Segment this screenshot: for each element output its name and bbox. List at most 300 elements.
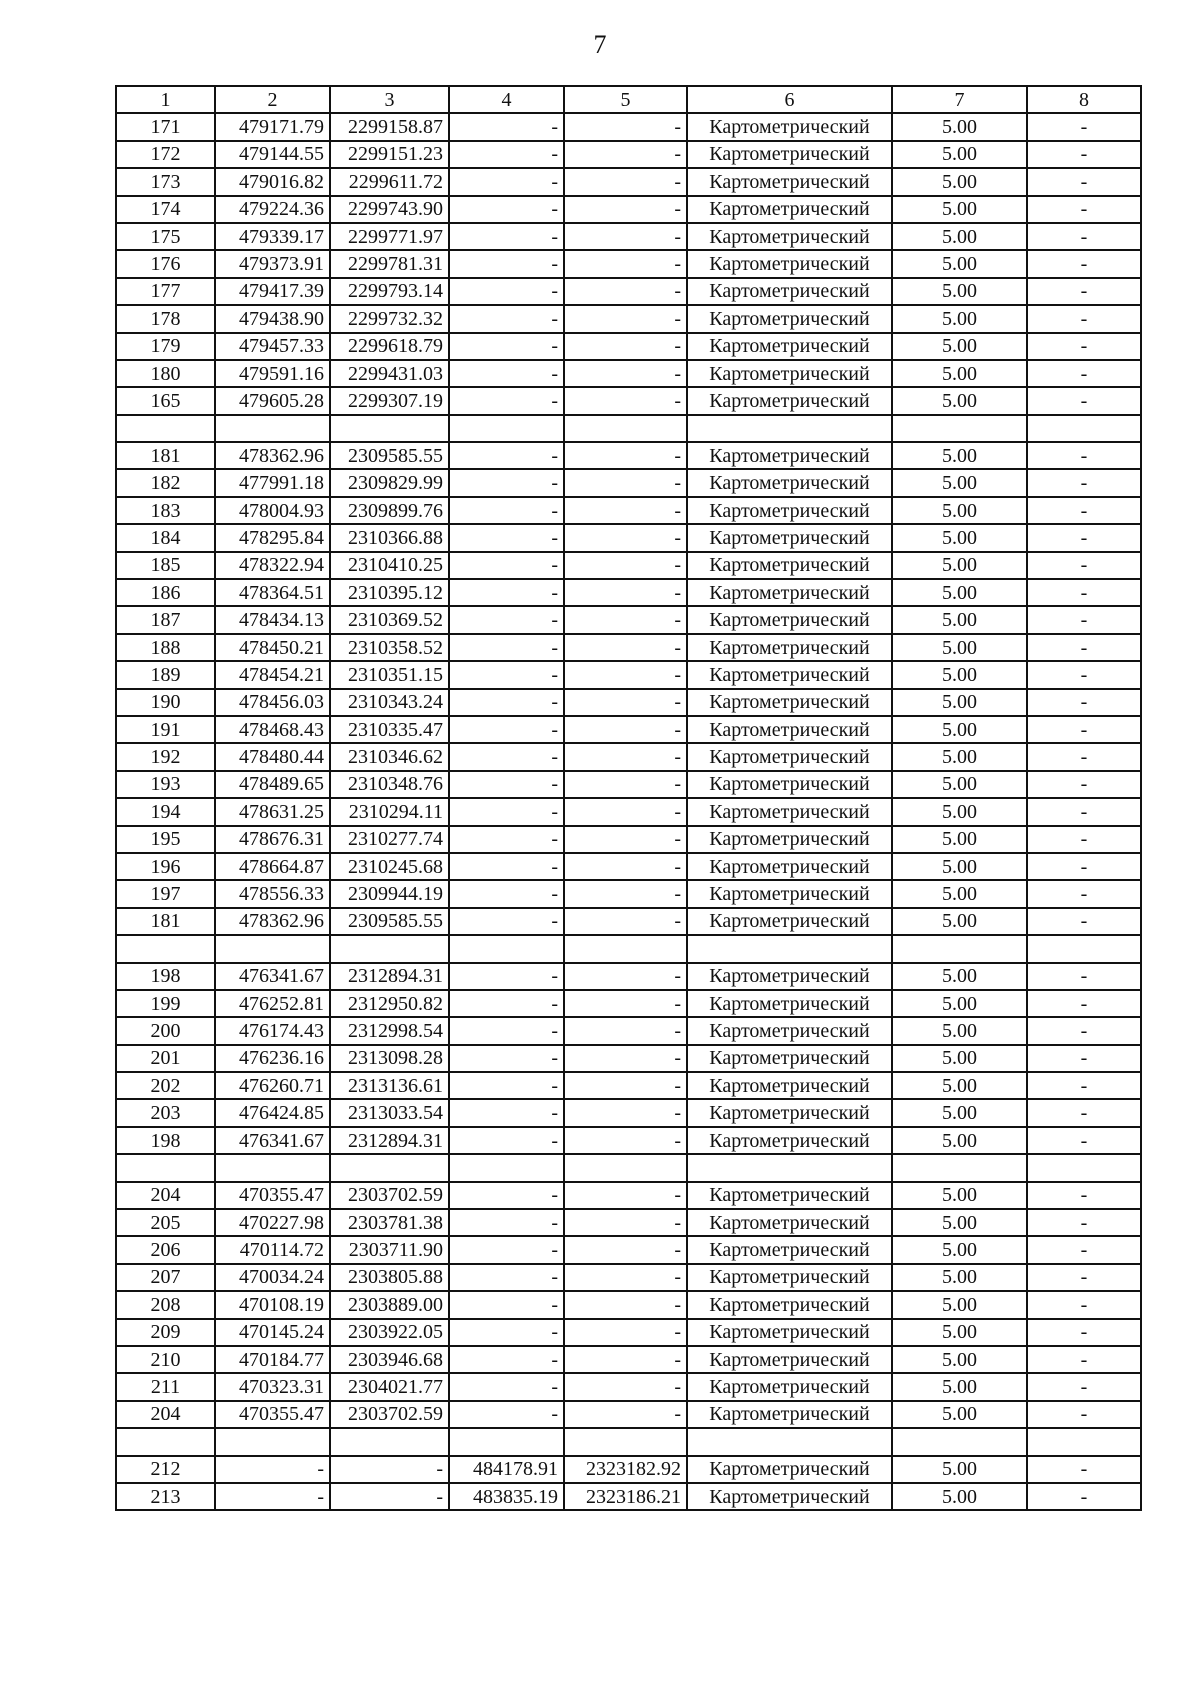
y-new-cell	[564, 1154, 687, 1181]
x-coordinate-cell: 479417.39	[215, 278, 330, 305]
x-new-cell: -	[449, 1127, 564, 1154]
accuracy-cell: 5.00	[892, 689, 1027, 716]
description-cell: -	[1027, 689, 1141, 716]
x-coordinate-cell: 479016.82	[215, 168, 330, 195]
point-number-cell: 209	[116, 1319, 215, 1346]
table-row	[116, 743, 1141, 770]
x-coordinate-cell: 478480.44	[215, 743, 330, 770]
x-coordinate-cell: 478295.84	[215, 524, 330, 551]
y-coordinate-cell	[330, 1154, 449, 1181]
point-number-cell: 171	[116, 113, 215, 140]
description-cell: -	[1027, 305, 1141, 332]
y-coordinate-cell: 2310245.68	[330, 853, 449, 880]
coordinates-table	[115, 85, 1142, 1511]
x-new-cell: -	[449, 524, 564, 551]
description-cell: -	[1027, 853, 1141, 880]
y-coordinate-cell: 2310346.62	[330, 743, 449, 770]
description-cell: -	[1027, 1127, 1141, 1154]
y-coordinate-cell: 2312894.31	[330, 963, 449, 990]
x-coordinate-cell	[215, 935, 330, 962]
description-cell: -	[1027, 990, 1141, 1017]
method-cell: Картометрический	[687, 387, 892, 414]
method-cell: Картометрический	[687, 305, 892, 332]
accuracy-cell: 5.00	[892, 497, 1027, 524]
method-cell: Картометрический	[687, 552, 892, 579]
y-coordinate-cell: 2310294.11	[330, 798, 449, 825]
description-cell: -	[1027, 141, 1141, 168]
method-cell: Картометрический	[687, 1099, 892, 1126]
point-number-cell: 198	[116, 963, 215, 990]
description-cell	[1027, 1428, 1141, 1455]
table-row	[116, 935, 1141, 962]
description-cell: -	[1027, 469, 1141, 496]
column-header: 8	[1027, 86, 1141, 113]
y-new-cell: -	[564, 1045, 687, 1072]
x-coordinate-cell: 470227.98	[215, 1209, 330, 1236]
accuracy-cell: 5.00	[892, 1017, 1027, 1044]
table-row	[116, 661, 1141, 688]
point-number-cell: 175	[116, 223, 215, 250]
table-row	[116, 1209, 1141, 1236]
method-cell: Картометрический	[687, 1209, 892, 1236]
point-number-cell	[116, 415, 215, 442]
description-cell: -	[1027, 1264, 1141, 1291]
y-coordinate-cell: 2310410.25	[330, 552, 449, 579]
table-row	[116, 880, 1141, 907]
x-new-cell: -	[449, 771, 564, 798]
y-new-cell: -	[564, 1373, 687, 1400]
y-new-cell	[564, 1428, 687, 1455]
x-coordinate-cell: 479171.79	[215, 113, 330, 140]
description-cell: -	[1027, 442, 1141, 469]
y-coordinate-cell: 2309944.19	[330, 880, 449, 907]
y-new-cell: -	[564, 333, 687, 360]
point-number-cell: 210	[116, 1346, 215, 1373]
method-cell: Картометрический	[687, 497, 892, 524]
y-new-cell: -	[564, 853, 687, 880]
y-coordinate-cell: 2303946.68	[330, 1346, 449, 1373]
table-row	[116, 387, 1141, 414]
x-coordinate-cell: 470355.47	[215, 1182, 330, 1209]
x-new-cell: -	[449, 990, 564, 1017]
y-new-cell: -	[564, 606, 687, 633]
y-new-cell: -	[564, 990, 687, 1017]
point-number-cell: 186	[116, 579, 215, 606]
y-coordinate-cell: 2304021.77	[330, 1373, 449, 1400]
x-new-cell: -	[449, 1182, 564, 1209]
table-row	[116, 1072, 1141, 1099]
point-number-cell: 190	[116, 689, 215, 716]
x-coordinate-cell: 478454.21	[215, 661, 330, 688]
table-row	[116, 1456, 1141, 1483]
accuracy-cell: 5.00	[892, 469, 1027, 496]
y-coordinate-cell: 2299732.32	[330, 305, 449, 332]
x-new-cell: -	[449, 963, 564, 990]
table-row	[116, 853, 1141, 880]
point-number-cell: 200	[116, 1017, 215, 1044]
x-coordinate-cell: -	[215, 1483, 330, 1510]
y-coordinate-cell: 2303781.38	[330, 1209, 449, 1236]
y-coordinate-cell: 2299781.31	[330, 250, 449, 277]
method-cell: Картометрический	[687, 1483, 892, 1510]
description-cell: -	[1027, 113, 1141, 140]
table-row	[116, 1373, 1141, 1400]
y-new-cell: -	[564, 661, 687, 688]
description-cell: -	[1027, 1017, 1141, 1044]
y-new-cell: -	[564, 634, 687, 661]
x-new-cell: -	[449, 333, 564, 360]
x-coordinate-cell: 476341.67	[215, 963, 330, 990]
description-cell: -	[1027, 716, 1141, 743]
accuracy-cell: 5.00	[892, 1127, 1027, 1154]
y-coordinate-cell: 2299151.23	[330, 141, 449, 168]
table-row	[116, 716, 1141, 743]
column-header: 6	[687, 86, 892, 113]
table-row	[116, 606, 1141, 633]
accuracy-cell: 5.00	[892, 1346, 1027, 1373]
y-coordinate-cell: 2303702.59	[330, 1182, 449, 1209]
x-new-cell: -	[449, 1045, 564, 1072]
accuracy-cell: 5.00	[892, 634, 1027, 661]
point-number-cell: 193	[116, 771, 215, 798]
accuracy-cell: 5.00	[892, 387, 1027, 414]
method-cell: Картометрический	[687, 113, 892, 140]
point-number-cell: 189	[116, 661, 215, 688]
y-coordinate-cell: 2309829.99	[330, 469, 449, 496]
x-new-cell: -	[449, 606, 564, 633]
y-coordinate-cell: 2303711.90	[330, 1236, 449, 1263]
y-coordinate-cell: 2299771.97	[330, 223, 449, 250]
accuracy-cell: 5.00	[892, 743, 1027, 770]
method-cell: Картометрический	[687, 1401, 892, 1428]
accuracy-cell: 5.00	[892, 113, 1027, 140]
description-cell: -	[1027, 1319, 1141, 1346]
table-row	[116, 1127, 1141, 1154]
table-row	[116, 141, 1141, 168]
description-cell: -	[1027, 743, 1141, 770]
table-row	[116, 771, 1141, 798]
column-header: 1	[116, 86, 215, 113]
accuracy-cell: 5.00	[892, 1236, 1027, 1263]
y-new-cell: -	[564, 963, 687, 990]
x-new-cell: -	[449, 798, 564, 825]
point-number-cell: 203	[116, 1099, 215, 1126]
x-coordinate-cell: 478322.94	[215, 552, 330, 579]
y-coordinate-cell: 2299307.19	[330, 387, 449, 414]
y-new-cell: -	[564, 1182, 687, 1209]
accuracy-cell	[892, 1428, 1027, 1455]
x-new-cell: -	[449, 743, 564, 770]
x-new-cell: -	[449, 141, 564, 168]
table-row	[116, 1291, 1141, 1318]
y-coordinate-cell	[330, 935, 449, 962]
y-coordinate-cell	[330, 415, 449, 442]
description-cell: -	[1027, 333, 1141, 360]
table-row	[116, 1264, 1141, 1291]
description-cell: -	[1027, 1456, 1141, 1483]
method-cell: Картометрический	[687, 442, 892, 469]
y-coordinate-cell: 2310395.12	[330, 579, 449, 606]
table-row	[116, 469, 1141, 496]
x-new-cell: -	[449, 579, 564, 606]
x-new-cell: -	[449, 826, 564, 853]
accuracy-cell: 5.00	[892, 1291, 1027, 1318]
x-new-cell: -	[449, 360, 564, 387]
x-new-cell: -	[449, 223, 564, 250]
y-new-cell: -	[564, 360, 687, 387]
x-new-cell: -	[449, 1401, 564, 1428]
table-row	[116, 1182, 1141, 1209]
table-row	[116, 1236, 1141, 1263]
description-cell: -	[1027, 634, 1141, 661]
y-new-cell: -	[564, 278, 687, 305]
table-row	[116, 497, 1141, 524]
x-new-cell: -	[449, 689, 564, 716]
table-row	[116, 250, 1141, 277]
description-cell: -	[1027, 524, 1141, 551]
method-cell: Картометрический	[687, 716, 892, 743]
point-number-cell: 182	[116, 469, 215, 496]
y-new-cell: -	[564, 250, 687, 277]
table-row	[116, 990, 1141, 1017]
y-new-cell: -	[564, 1319, 687, 1346]
x-coordinate-cell: 478434.13	[215, 606, 330, 633]
accuracy-cell: 5.00	[892, 661, 1027, 688]
method-cell	[687, 1428, 892, 1455]
description-cell: -	[1027, 278, 1141, 305]
accuracy-cell: 5.00	[892, 1182, 1027, 1209]
y-coordinate-cell	[330, 1428, 449, 1455]
accuracy-cell: 5.00	[892, 1456, 1027, 1483]
x-coordinate-cell: 478450.21	[215, 634, 330, 661]
y-coordinate-cell: 2309899.76	[330, 497, 449, 524]
column-header: 7	[892, 86, 1027, 113]
x-coordinate-cell: 470184.77	[215, 1346, 330, 1373]
method-cell: Картометрический	[687, 880, 892, 907]
y-coordinate-cell: 2309585.55	[330, 442, 449, 469]
point-number-cell: 198	[116, 1127, 215, 1154]
x-new-cell: -	[449, 880, 564, 907]
table-row	[116, 360, 1141, 387]
method-cell: Картометрический	[687, 1072, 892, 1099]
table-row	[116, 278, 1141, 305]
point-number-cell: 208	[116, 1291, 215, 1318]
method-cell: Картометрический	[687, 606, 892, 633]
y-coordinate-cell: 2313033.54	[330, 1099, 449, 1126]
method-cell: Картометрический	[687, 634, 892, 661]
table-row	[116, 305, 1141, 332]
column-header: 3	[330, 86, 449, 113]
x-coordinate-cell: 479373.91	[215, 250, 330, 277]
accuracy-cell: 5.00	[892, 278, 1027, 305]
description-cell: -	[1027, 963, 1141, 990]
point-number-cell: 194	[116, 798, 215, 825]
description-cell: -	[1027, 908, 1141, 935]
x-coordinate-cell: 478631.25	[215, 798, 330, 825]
x-new-cell	[449, 1428, 564, 1455]
y-coordinate-cell: 2313098.28	[330, 1045, 449, 1072]
accuracy-cell: 5.00	[892, 606, 1027, 633]
y-coordinate-cell: 2299743.90	[330, 196, 449, 223]
x-new-cell: -	[449, 196, 564, 223]
x-new-cell: -	[449, 853, 564, 880]
y-new-cell: -	[564, 1127, 687, 1154]
x-new-cell: -	[449, 1346, 564, 1373]
y-coordinate-cell: 2312950.82	[330, 990, 449, 1017]
point-number-cell: 181	[116, 908, 215, 935]
method-cell: Картометрический	[687, 689, 892, 716]
description-cell: -	[1027, 1182, 1141, 1209]
table-row	[116, 1401, 1141, 1428]
point-number-cell: 204	[116, 1401, 215, 1428]
accuracy-cell: 5.00	[892, 524, 1027, 551]
y-new-cell: -	[564, 1236, 687, 1263]
x-new-cell	[449, 935, 564, 962]
point-number-cell: 179	[116, 333, 215, 360]
y-new-cell: -	[564, 579, 687, 606]
y-coordinate-cell: 2310348.76	[330, 771, 449, 798]
table-row	[116, 689, 1141, 716]
x-new-cell: -	[449, 278, 564, 305]
accuracy-cell: 5.00	[892, 141, 1027, 168]
accuracy-cell	[892, 415, 1027, 442]
description-cell: -	[1027, 579, 1141, 606]
method-cell: Картометрический	[687, 1045, 892, 1072]
description-cell: -	[1027, 168, 1141, 195]
y-new-cell: -	[564, 908, 687, 935]
accuracy-cell: 5.00	[892, 579, 1027, 606]
y-new-cell: -	[564, 168, 687, 195]
accuracy-cell: 5.00	[892, 1373, 1027, 1400]
point-number-cell: 191	[116, 716, 215, 743]
y-new-cell: 2323182.92	[564, 1456, 687, 1483]
point-number-cell: 199	[116, 990, 215, 1017]
table-body	[116, 113, 1141, 1510]
x-new-cell: 483835.19	[449, 1483, 564, 1510]
accuracy-cell: 5.00	[892, 1401, 1027, 1428]
point-number-cell: 202	[116, 1072, 215, 1099]
y-new-cell: -	[564, 1264, 687, 1291]
x-coordinate-cell: 478004.93	[215, 497, 330, 524]
table-row	[116, 223, 1141, 250]
method-cell: Картометрический	[687, 798, 892, 825]
description-cell: -	[1027, 387, 1141, 414]
accuracy-cell: 5.00	[892, 333, 1027, 360]
x-coordinate-cell: 479339.17	[215, 223, 330, 250]
description-cell: -	[1027, 880, 1141, 907]
point-number-cell: 207	[116, 1264, 215, 1291]
y-new-cell: -	[564, 826, 687, 853]
y-coordinate-cell: 2312998.54	[330, 1017, 449, 1044]
x-coordinate-cell: 477991.18	[215, 469, 330, 496]
x-coordinate-cell: 479457.33	[215, 333, 330, 360]
y-new-cell	[564, 415, 687, 442]
y-new-cell: -	[564, 141, 687, 168]
y-coordinate-cell: 2303922.05	[330, 1319, 449, 1346]
table-row	[116, 579, 1141, 606]
x-new-cell: -	[449, 1017, 564, 1044]
table-row	[116, 1428, 1141, 1455]
table-row	[116, 1017, 1141, 1044]
y-coordinate-cell: 2303805.88	[330, 1264, 449, 1291]
x-new-cell: -	[449, 908, 564, 935]
point-number-cell: 180	[116, 360, 215, 387]
accuracy-cell: 5.00	[892, 798, 1027, 825]
method-cell	[687, 935, 892, 962]
description-cell: -	[1027, 1401, 1141, 1428]
y-new-cell	[564, 935, 687, 962]
point-number-cell: 178	[116, 305, 215, 332]
table-row	[116, 113, 1141, 140]
y-new-cell: -	[564, 469, 687, 496]
method-cell: Картометрический	[687, 1319, 892, 1346]
y-new-cell: -	[564, 497, 687, 524]
method-cell: Картометрический	[687, 524, 892, 551]
method-cell: Картометрический	[687, 1456, 892, 1483]
method-cell: Картометрический	[687, 1346, 892, 1373]
y-coordinate-cell: 2310369.52	[330, 606, 449, 633]
y-new-cell: -	[564, 552, 687, 579]
point-number-cell: 201	[116, 1045, 215, 1072]
accuracy-cell: 5.00	[892, 853, 1027, 880]
point-number-cell: 172	[116, 141, 215, 168]
x-coordinate-cell: 479591.16	[215, 360, 330, 387]
description-cell: -	[1027, 661, 1141, 688]
description-cell: -	[1027, 250, 1141, 277]
method-cell: Картометрический	[687, 196, 892, 223]
description-cell: -	[1027, 552, 1141, 579]
description-cell: -	[1027, 1236, 1141, 1263]
x-coordinate-cell: 470034.24	[215, 1264, 330, 1291]
y-coordinate-cell: 2299793.14	[330, 278, 449, 305]
y-coordinate-cell: 2299611.72	[330, 168, 449, 195]
table-row	[116, 333, 1141, 360]
method-cell: Картометрический	[687, 360, 892, 387]
y-coordinate-cell: 2309585.55	[330, 908, 449, 935]
description-cell: -	[1027, 1373, 1141, 1400]
description-cell: -	[1027, 1291, 1141, 1318]
y-new-cell: -	[564, 689, 687, 716]
point-number-cell: 205	[116, 1209, 215, 1236]
x-coordinate-cell: 476260.71	[215, 1072, 330, 1099]
table-row	[116, 524, 1141, 551]
y-new-cell: -	[564, 113, 687, 140]
x-new-cell: -	[449, 1209, 564, 1236]
y-new-cell: -	[564, 387, 687, 414]
x-new-cell: -	[449, 1291, 564, 1318]
method-cell: Картометрический	[687, 278, 892, 305]
y-new-cell: -	[564, 1291, 687, 1318]
y-new-cell: -	[564, 1099, 687, 1126]
description-cell: -	[1027, 1483, 1141, 1510]
table-row	[116, 1099, 1141, 1126]
table-row	[116, 1346, 1141, 1373]
accuracy-cell: 5.00	[892, 360, 1027, 387]
method-cell: Картометрический	[687, 990, 892, 1017]
x-new-cell: -	[449, 250, 564, 277]
accuracy-cell: 5.00	[892, 990, 1027, 1017]
method-cell: Картометрический	[687, 1182, 892, 1209]
point-number-cell: 206	[116, 1236, 215, 1263]
x-new-cell: -	[449, 1072, 564, 1099]
method-cell: Картометрический	[687, 853, 892, 880]
method-cell: Картометрический	[687, 250, 892, 277]
method-cell: Картометрический	[687, 1264, 892, 1291]
method-cell: Картометрический	[687, 661, 892, 688]
x-coordinate-cell: 479144.55	[215, 141, 330, 168]
x-new-cell: -	[449, 497, 564, 524]
y-coordinate-cell: -	[330, 1456, 449, 1483]
